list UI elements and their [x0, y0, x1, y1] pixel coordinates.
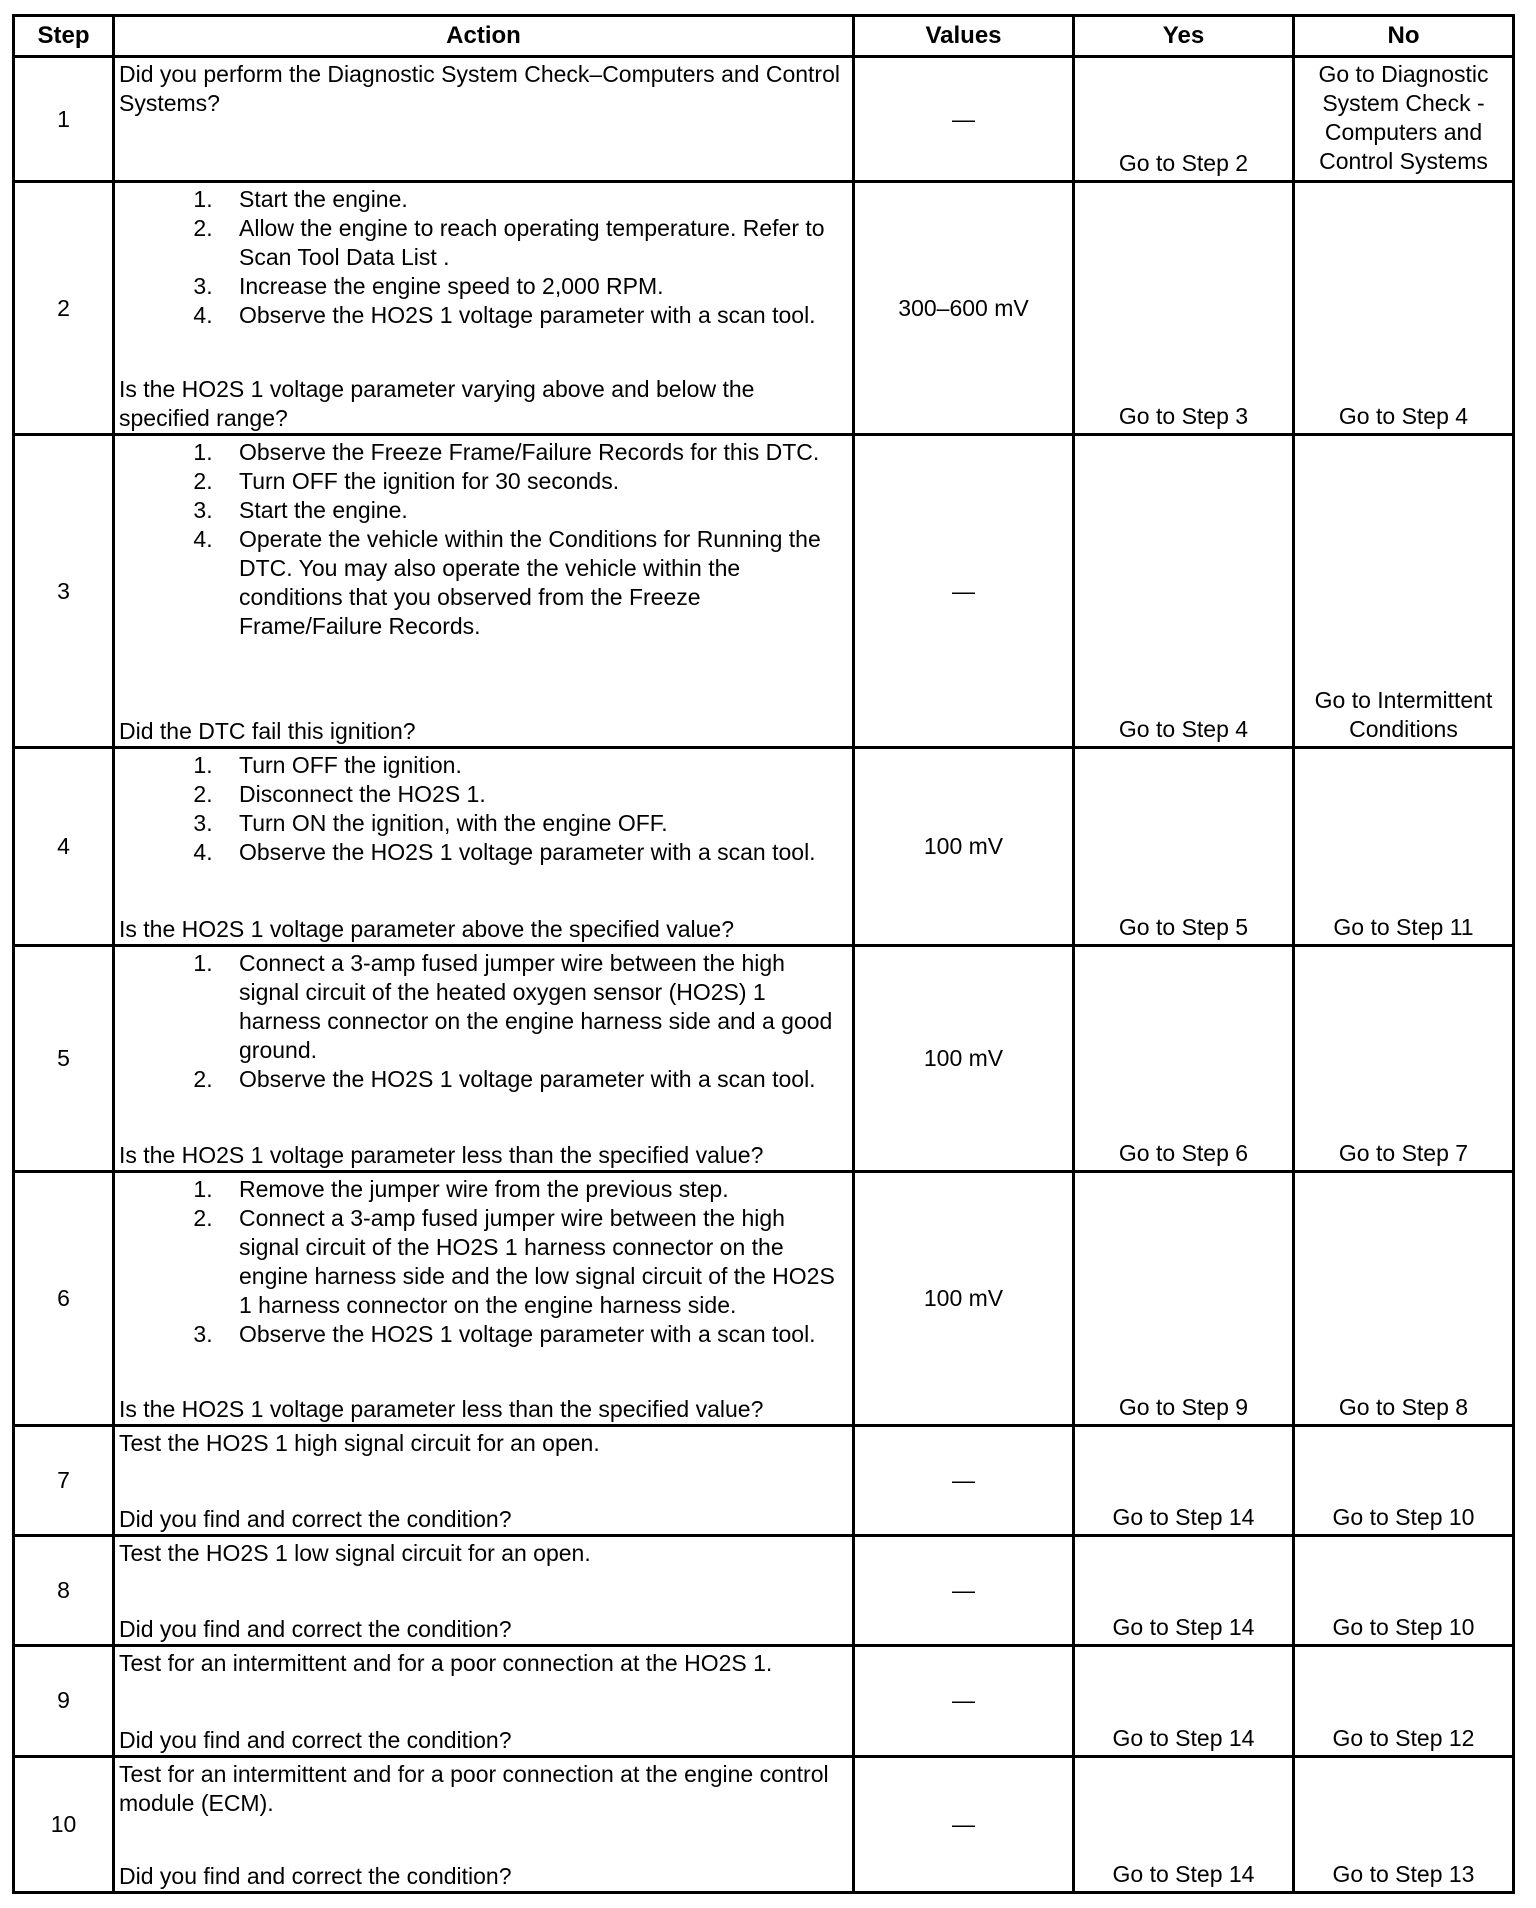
action-step-item: 3. Turn ON the ignition, with the engine OFF. — [219, 809, 848, 838]
no-lines — [1295, 686, 1512, 744]
action-body — [119, 185, 848, 330]
table-row — [14, 434, 1514, 747]
value-cell: — — [854, 57, 1074, 182]
no-line: Computers and — [1324, 119, 1483, 146]
action-body — [119, 751, 848, 867]
yes-cell: Go to Step 9 — [1074, 1171, 1294, 1426]
action-content — [119, 1429, 848, 1534]
no-lines — [1295, 1503, 1512, 1532]
step-number: 6 — [14, 1171, 114, 1426]
action-content — [119, 60, 848, 180]
action-step-item: 3. Observe the HO2S 1 voltage parameter with a scan tool. — [219, 1320, 848, 1349]
action-body — [119, 949, 848, 1094]
action-cell — [114, 434, 854, 747]
yes-cell: Go to Step 4 — [1074, 434, 1294, 747]
value-cell: 300–600 mV — [854, 182, 1074, 435]
yes-cell: Go to Step 14 — [1074, 1426, 1294, 1536]
action-body — [119, 1760, 848, 1818]
action-step-item: 1. Observe the Freeze Frame/Failure Records for this DTC. — [219, 438, 848, 467]
action-content — [119, 185, 848, 433]
action-steps-list — [119, 751, 848, 867]
no-line: Go to Step 10 — [1332, 1504, 1475, 1531]
action-steps-list — [119, 1175, 848, 1349]
action-cell — [114, 946, 854, 1171]
action-body — [119, 1649, 848, 1678]
action-intro: Test the HO2S 1 low signal circuit for an open. — [119, 1540, 591, 1567]
step-number: 8 — [14, 1536, 114, 1646]
no-cell — [1294, 434, 1514, 747]
value-cell: 100 mV — [854, 748, 1074, 946]
no-cell — [1294, 1536, 1514, 1646]
no-lines — [1295, 60, 1512, 176]
action-question: Is the HO2S 1 voltage parameter less than the specified value? — [119, 1396, 764, 1423]
action-cell — [114, 748, 854, 946]
step-number: 7 — [14, 1426, 114, 1536]
action-cell — [114, 1536, 854, 1646]
action-step-item: 2. Observe the HO2S 1 voltage parameter with a scan tool. — [219, 1065, 848, 1094]
header-values: Values — [854, 16, 1074, 57]
action-cell — [114, 1756, 854, 1893]
yes-cell: Go to Step 14 — [1074, 1646, 1294, 1756]
action-question: Is the HO2S 1 voltage parameter varying above and below the specified range? — [119, 375, 755, 431]
diagnostic-table — [12, 14, 1515, 1894]
action-body — [119, 1175, 848, 1349]
action-steps-list — [119, 438, 848, 641]
action-body — [119, 1429, 848, 1458]
header-no: No — [1294, 16, 1514, 57]
no-lines — [1295, 1860, 1512, 1889]
value-cell: — — [854, 1646, 1074, 1756]
action-step-item: 2. Connect a 3-amp fused jumper wire between the high signal circuit of the HO2S 1 harness connector on the engine harness side and the low signal circuit of the HO2S 1 harness connector on the engine harness side. — [219, 1204, 848, 1320]
no-cell — [1294, 946, 1514, 1171]
no-line: Conditions — [1349, 716, 1458, 743]
no-lines — [1295, 1724, 1512, 1753]
table-row — [14, 182, 1514, 435]
action-content — [119, 1649, 848, 1754]
no-cell — [1294, 1171, 1514, 1426]
table-row — [14, 748, 1514, 946]
no-cell — [1294, 182, 1514, 435]
action-step-item: 2. Allow the engine to reach operating temperature. Refer to Scan Tool Data List . — [219, 214, 848, 272]
action-steps-list — [119, 949, 848, 1094]
value-cell: — — [854, 1536, 1074, 1646]
action-steps-list — [119, 185, 848, 330]
action-question: Did you find and correct the condition? — [119, 1616, 512, 1643]
no-line: Go to Step 13 — [1332, 1861, 1475, 1887]
no-lines — [1295, 1139, 1512, 1168]
table-row — [14, 57, 1514, 182]
step-number: 4 — [14, 748, 114, 946]
action-intro: Did you perform the Diagnostic System Check–Computers and Control Systems? — [119, 61, 840, 116]
action-question: Is the HO2S 1 voltage parameter less than the specified value? — [119, 1141, 764, 1168]
no-lines — [1295, 1393, 1512, 1422]
action-step-item: 1. Turn OFF the ignition. — [219, 751, 848, 780]
no-cell — [1294, 1756, 1514, 1893]
table-row — [14, 1426, 1514, 1536]
action-step-item: 2. Disconnect the HO2S 1. — [219, 780, 848, 809]
action-question: Did the DTC fail this ignition? — [119, 718, 416, 745]
table-row — [14, 1536, 1514, 1646]
no-line: Go to Step 11 — [1333, 914, 1474, 941]
action-cell — [114, 57, 854, 182]
no-line: Go to Step 7 — [1338, 1139, 1469, 1166]
step-number: 3 — [14, 434, 114, 747]
action-step-item: 1. Connect a 3-amp fused jumper wire between the high signal circuit of the heated oxygen sensor (HO2S) 1 harness connector on the engine harness side and a good ground. — [219, 949, 848, 1065]
action-cell — [114, 1646, 854, 1756]
step-number: 9 — [14, 1646, 114, 1756]
no-cell — [1294, 1646, 1514, 1756]
action-content — [119, 949, 848, 1169]
yes-cell: Go to Step 14 — [1074, 1536, 1294, 1646]
no-line: Go to Intermittent — [1314, 687, 1493, 714]
header-action: Action — [114, 16, 854, 57]
no-line: Go to Step 10 — [1332, 1614, 1475, 1641]
action-step-item: 4. Operate the vehicle within the Conditions for Running the DTC. You may also operate the vehicle within the conditions that you observed from the Freeze Frame/Failure Records. — [219, 525, 848, 641]
header-row — [14, 16, 1514, 57]
no-lines — [1295, 913, 1512, 942]
step-number: 10 — [14, 1756, 114, 1893]
action-cell — [114, 1171, 854, 1426]
action-body — [119, 438, 848, 641]
step-number: 1 — [14, 57, 114, 182]
action-step-item: 1. Start the engine. — [219, 185, 848, 214]
no-cell — [1294, 1426, 1514, 1536]
action-step-item: 2. Turn OFF the ignition for 30 seconds. — [219, 467, 848, 496]
action-step-item: 4. Observe the HO2S 1 voltage parameter with a scan tool. — [219, 838, 848, 867]
action-content — [119, 751, 848, 944]
action-question: Is the HO2S 1 voltage parameter above the specified value? — [119, 916, 734, 943]
action-cell — [114, 182, 854, 435]
action-step-item: 1. Remove the jumper wire from the previous step. — [219, 1175, 848, 1204]
diagnostic-table-container — [12, 14, 1512, 1894]
table-row — [14, 946, 1514, 1171]
action-content — [119, 438, 848, 746]
action-step-item: 3. Start the engine. — [219, 496, 848, 525]
action-body — [119, 1539, 848, 1568]
table-row — [14, 1646, 1514, 1756]
no-line: Go to Step 8 — [1338, 1394, 1469, 1421]
no-lines — [1295, 1613, 1512, 1642]
action-step-item: 3. Increase the engine speed to 2,000 RPM. — [219, 272, 848, 301]
no-cell — [1294, 748, 1514, 946]
action-step-item: 4. Observe the HO2S 1 voltage parameter with a scan tool. — [219, 301, 848, 330]
table-row — [14, 1171, 1514, 1426]
action-intro: Test for an intermittent and for a poor connection at the engine control module (ECM). — [119, 1760, 829, 1816]
action-intro: Test for an intermittent and for a poor connection at the HO2S 1. — [119, 1650, 773, 1677]
header-step: Step — [14, 16, 114, 57]
action-question: Did you find and correct the condition? — [119, 1506, 512, 1533]
no-line: Go to Step 12 — [1332, 1724, 1475, 1751]
table-row — [14, 1756, 1514, 1893]
header-yes: Yes — [1074, 16, 1294, 57]
value-cell: — — [854, 1426, 1074, 1536]
value-cell: 100 mV — [854, 1171, 1074, 1426]
action-body — [119, 60, 848, 118]
yes-cell: Go to Step 2 — [1074, 57, 1294, 182]
no-line: Go to Diagnostic — [1318, 61, 1489, 88]
yes-cell: Go to Step 5 — [1074, 748, 1294, 946]
step-number: 5 — [14, 946, 114, 1171]
yes-cell: Go to Step 3 — [1074, 182, 1294, 435]
action-intro: Test the HO2S 1 high signal circuit for an open. — [119, 1430, 600, 1457]
yes-cell: Go to Step 14 — [1074, 1756, 1294, 1893]
action-content — [119, 1760, 848, 1892]
action-content — [119, 1175, 848, 1425]
no-cell — [1294, 57, 1514, 182]
action-content — [119, 1539, 848, 1644]
value-cell: — — [854, 1756, 1074, 1893]
no-line: Control Systems — [1319, 148, 1488, 175]
no-line: System Check - — [1322, 90, 1485, 117]
action-cell — [114, 1426, 854, 1536]
no-line: Go to Step 4 — [1338, 402, 1469, 429]
step-number: 2 — [14, 182, 114, 435]
action-question: Did you find and correct the condition? — [119, 1863, 512, 1889]
yes-cell: Go to Step 6 — [1074, 946, 1294, 1171]
value-cell: 100 mV — [854, 946, 1074, 1171]
action-question: Did you find and correct the condition? — [119, 1726, 512, 1753]
no-lines — [1295, 402, 1512, 431]
value-cell: — — [854, 434, 1074, 747]
